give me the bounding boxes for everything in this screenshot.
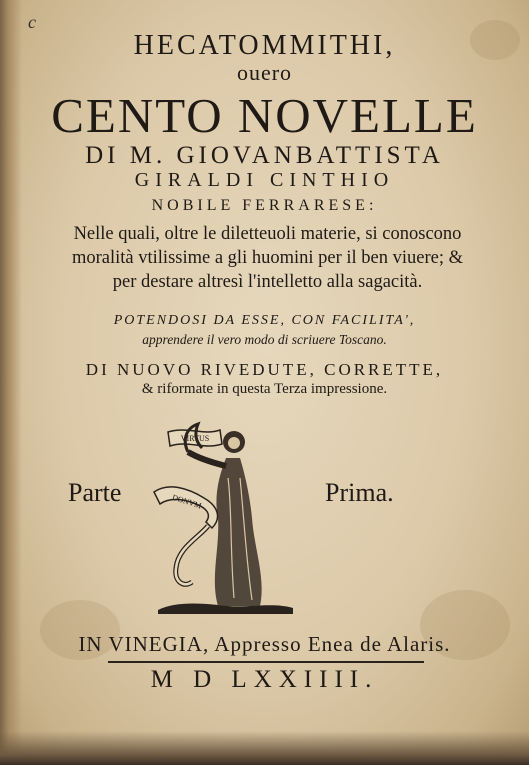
author-origin: NOBILE FERRARESE: — [151, 197, 378, 214]
figure-face — [228, 437, 240, 449]
imprint-line: IN VINEGIA, Appresso Enea de Alaris. — [78, 632, 451, 656]
banner-bottom-text: DONVM — [171, 492, 203, 511]
worn-bottom-edge — [0, 731, 529, 765]
printer-device-woodcut — [148, 418, 298, 618]
description-line: per destare altresì l'intelletto alla sagacità. — [112, 272, 423, 292]
title-ouero: ouero — [236, 60, 293, 85]
subtitle-potendosi: POTENDOSI DA ESSE, CON FACILITA', — [113, 313, 416, 328]
figure-robe — [215, 458, 262, 606]
subtitle-riuedute: DI NUOVO RIVEDUTE, CORRETTE, — [85, 360, 444, 379]
banner-bottom — [154, 487, 218, 528]
title-hecatommithi: HECATOMMITHI, — [133, 30, 396, 61]
description-block — [20, 222, 515, 294]
banner-tail-inner — [176, 526, 208, 584]
description-line: Nelle quali, oltre le diletteuoli materie, si conoscono — [73, 224, 462, 244]
author-line-1: DI M. GIOVANBATTISTA — [85, 142, 444, 169]
publication-year: M D LXXIIII. — [150, 666, 379, 693]
subtitle-apprendere: apprendere il vero modo di scriuere Toscano. — [142, 332, 387, 347]
description-line: moralità vtilissime a gli huomini per il ben viuere; & — [72, 248, 463, 268]
author-line-2: GIRALDI CINTHIO — [134, 169, 395, 191]
banner-top-text: VIRTUS — [180, 434, 210, 443]
title-cento-novelle: CENTO NOVELLE — [51, 88, 478, 143]
figure-arm — [188, 452, 226, 466]
handwritten-mark: c — [28, 12, 36, 32]
part-label: Parte — [68, 478, 122, 507]
subtitle-impressione: & riformate in questa Terza impressione. — [141, 381, 388, 397]
part-number: Prima. — [325, 478, 394, 507]
horizontal-rule — [108, 661, 424, 663]
